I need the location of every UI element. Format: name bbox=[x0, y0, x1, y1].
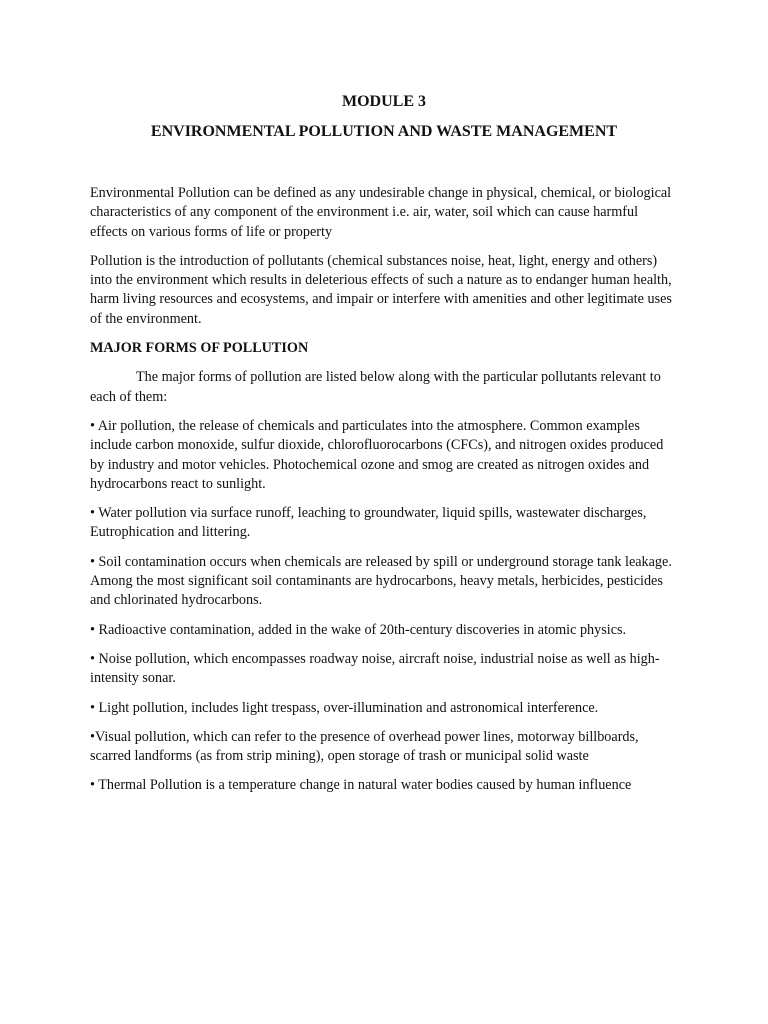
section-intro-paragraph: The major forms of pollution are listed below along with the particular pollutants relevant to each of them: bbox=[90, 369, 661, 405]
list-item-noise-pollution: • Noise pollution, which encompasses roadway noise, aircraft noise, industrial noise as well as high-intensity sonar. bbox=[90, 650, 660, 687]
list-item-thermal-pollution: • Thermal Pollution is a temperature change in natural water bodies caused by human influence bbox=[90, 777, 632, 794]
list-item-air-pollution: • Air pollution, the release of chemicals and particulates into the atmosphere. Common examples include carbon monoxide, sulfur dioxide, chlorofluorocarbons (CFCs), and nitrogen oxides produced by industry and motor vehicles. Photochemical ozone and smog are created as nitrogen oxides and hydrocarbons react to sunlight. bbox=[90, 417, 664, 492]
module-title: MODULE 3 bbox=[342, 93, 426, 110]
definition-paragraph: Environmental Pollution can be defined as any undesirable change in physical, chemical, or biological characteristics of any component of the environment i.e. air, water, soil which can cause harmful effects on various forms of life or property bbox=[90, 185, 672, 240]
list-item-water-pollution: • Water pollution via surface runoff, leaching to groundwater, liquid spills, wastewater discharges, Eutrophication and littering. bbox=[90, 505, 647, 541]
section-heading: MAJOR FORMS OF POLLUTION bbox=[90, 340, 309, 357]
pollution-forms-list bbox=[90, 417, 678, 796]
list-item-radioactive-contamination: • Radioactive contamination, added in the wake of 20th-century discoveries in atomic physics. bbox=[90, 621, 627, 638]
pollution-paragraph: Pollution is the introduction of pollutants (chemical substances noise, heat, light, energy and others) into the environment which results in deleterious effects of such a nature as to endanger human health, harm living resources and ecosystems, and impair or interfere with amenities and other legitimate uses of the environment. bbox=[90, 252, 672, 327]
list-item-soil-contamination: • Soil contamination occurs when chemicals are released by spill or underground storage tank leakage. Among the most significant soil contaminants are hydrocarbons, heavy metals, herbicides, pesticides and chlorinated hydrocarbons. bbox=[90, 553, 672, 609]
list-item-light-pollution: • Light pollution, includes light trespass, over-illumination and astronomical interference. bbox=[90, 699, 599, 716]
document-title: ENVIRONMENTAL POLLUTION AND WASTE MANAGEMENT bbox=[150, 123, 618, 140]
list-item-visual-pollution: •Visual pollution, which can refer to the presence of overhead power lines, motorway billboards, scarred landforms (as from strip mining), open storage of trash or municipal solid waste bbox=[90, 728, 639, 765]
